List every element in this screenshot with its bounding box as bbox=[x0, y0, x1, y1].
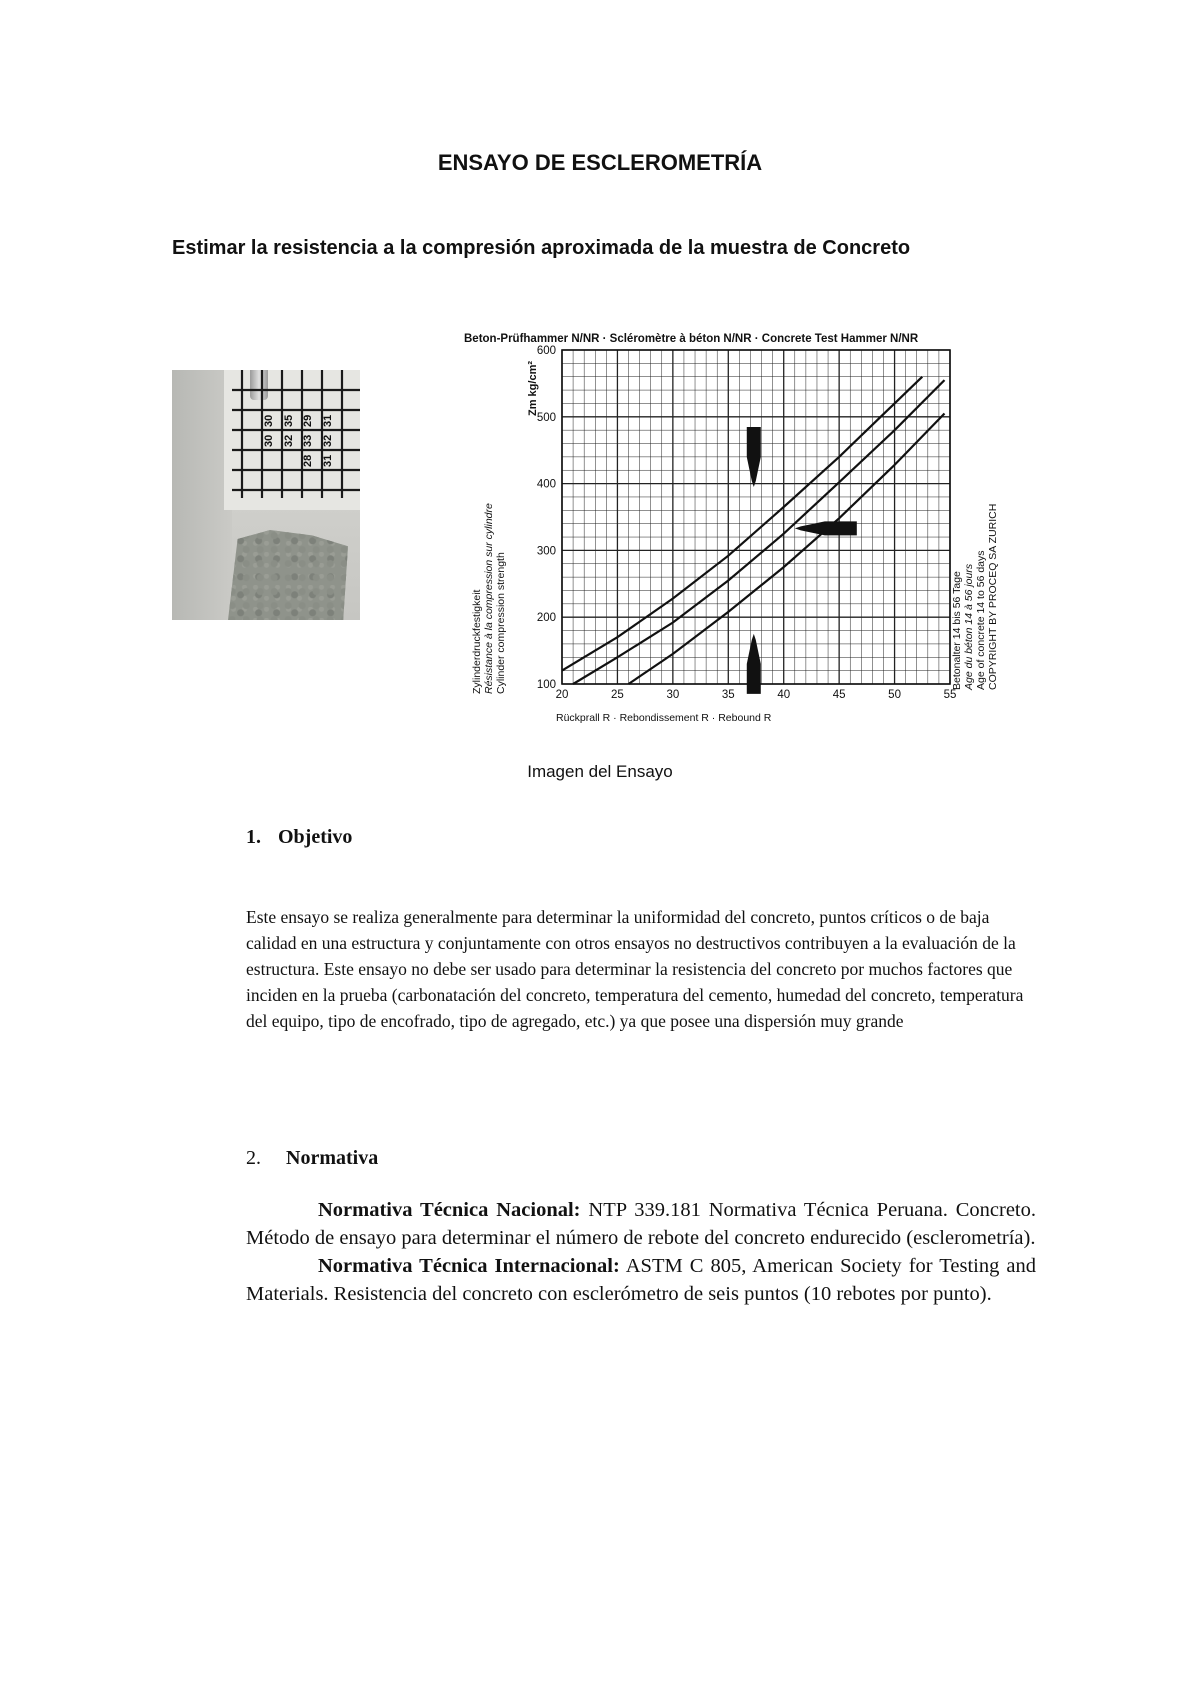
grid-number: 33 bbox=[302, 434, 314, 447]
document-title: ENSAYO DE ESCLEROMETRÍA bbox=[437, 150, 763, 175]
normativa-nacional bbox=[246, 1196, 1036, 1252]
chart-caption: Imagen del Ensayo bbox=[527, 762, 673, 781]
series-line bbox=[629, 414, 945, 685]
y-tick-label: 300 bbox=[536, 545, 556, 558]
normativa-internacional-text: ASTM C 805, American Society for Testing and Materials. Resistencia del concreto con esclerómetro de seis puntos (10 rebotes por punto). bbox=[246, 1255, 1036, 1305]
grid-number: 32 bbox=[322, 434, 334, 447]
y-tick-label: 500 bbox=[536, 411, 556, 424]
objetivo-paragraph: Este ensayo se realiza generalmente para determinar la uniformidad del concreto, puntos críticos o de baja calidad en una estructura y conjuntamente con otros ensayos no destructivos contribuyen a la evaluación de la estructura. Este ensayo no debe ser usado para determinar la resistencia del concreto por muchos factores que inciden en la prueba (carbonatación del concreto, temperatura del cemento, humedad del concreto, temperatura del equipo, tipo de encofrado, tipo de agregado, etc.) ya que posee una dispersión muy grande bbox=[246, 907, 1024, 1031]
chart-plot-area bbox=[537, 345, 957, 701]
chart-y-label-fr: Résistance à la compression sur cylindre bbox=[483, 503, 495, 694]
section-number: 2. bbox=[246, 1147, 261, 1169]
chart-svg bbox=[450, 328, 1030, 728]
x-tick-label: 50 bbox=[888, 689, 901, 701]
hammer-marker-icon bbox=[747, 634, 761, 694]
y-tick-label: 400 bbox=[536, 478, 556, 491]
chart-title: Beton-Prüfhammer N/NR · Scléromètre à béton N/NR · Concrete Test Hammer N/NR bbox=[464, 333, 919, 345]
chart-y-unit: Zm kg/cm² bbox=[527, 360, 539, 416]
rebound-hammer-chart bbox=[450, 328, 1030, 728]
grid-number: 28 bbox=[302, 454, 314, 467]
grid-number: 35 bbox=[283, 414, 295, 427]
x-tick-label: 30 bbox=[666, 689, 680, 701]
y-tick-label: 100 bbox=[536, 679, 556, 691]
y-tick-label: 600 bbox=[536, 345, 556, 357]
section-title: Objetivo bbox=[278, 826, 353, 848]
test-photo bbox=[172, 370, 360, 620]
normativa-internacional-label: Normativa Técnica Internacional: bbox=[318, 1255, 620, 1277]
section-heading-objetivo bbox=[246, 826, 352, 849]
section-number: 1. bbox=[246, 826, 261, 848]
normativa-block bbox=[246, 1196, 1036, 1308]
chart-right-label-fr: Age du béton 14 à 56 jours bbox=[963, 563, 975, 690]
hammer-marker-icon bbox=[747, 427, 761, 487]
section-title: Normativa bbox=[286, 1147, 379, 1169]
grid-number: 32 bbox=[283, 434, 295, 447]
normativa-nacional-label: Normativa Técnica Nacional: bbox=[318, 1199, 581, 1221]
grid-number: 29 bbox=[302, 414, 314, 427]
x-tick-label: 45 bbox=[832, 689, 846, 701]
grid-number: 30 bbox=[263, 434, 275, 447]
x-tick-label: 55 bbox=[943, 689, 957, 701]
plot-frame bbox=[562, 350, 950, 684]
x-tick-label: 40 bbox=[777, 689, 791, 701]
document-subtitle: Estimar la resistencia a la compresión aproximada de la muestra de Concreto bbox=[172, 237, 911, 259]
x-tick-label: 25 bbox=[611, 689, 624, 701]
normativa-nacional-text: NTP 339.181 Normativa Técnica Peruana. Concreto. Método de ensayo para determinar el número de rebote del concreto endurecido (esclerometría). bbox=[246, 1199, 1036, 1249]
chart-x-label: Rückprall R · Rebondissement R · Rebound R bbox=[556, 712, 772, 724]
exposed-aggregate bbox=[228, 530, 348, 620]
section-heading-normativa bbox=[246, 1147, 378, 1170]
chart-right-label-en: Age of concrete 14 to 56 days bbox=[975, 550, 987, 690]
chart-y-label-en: Cylinder compression strength bbox=[495, 552, 507, 694]
chart-copyright: COPYRIGHT BY PROCEQ SA ZURICH bbox=[987, 503, 999, 690]
x-tick-label: 35 bbox=[721, 689, 735, 701]
series-line bbox=[573, 380, 944, 684]
grid-number: 31 bbox=[322, 454, 334, 467]
grid-number: 31 bbox=[322, 414, 334, 427]
chart-right-label-de: Betonalter 14 bis 56 Tage bbox=[951, 571, 963, 690]
normativa-internacional bbox=[246, 1252, 1036, 1308]
y-tick-label: 200 bbox=[536, 612, 556, 625]
x-tick-label: 20 bbox=[555, 689, 569, 701]
grid-number: 30 bbox=[263, 414, 275, 427]
chart-y-label-de: Zylinderdruckfestigkeit bbox=[471, 589, 483, 694]
